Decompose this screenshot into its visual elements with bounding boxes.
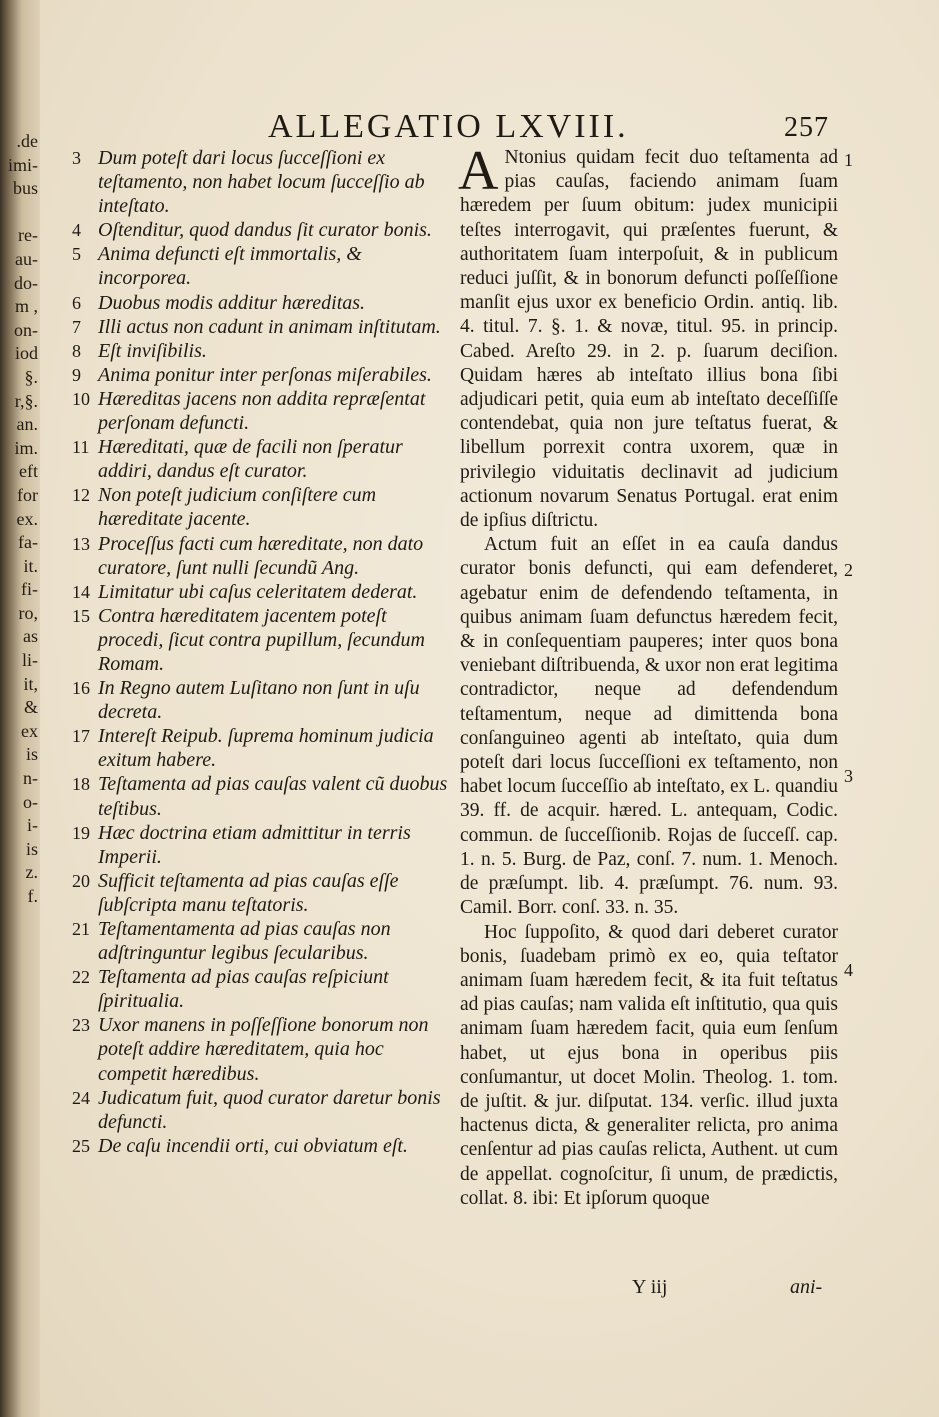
edge-fragment: ro, bbox=[18, 602, 38, 623]
summary-number: 3 bbox=[72, 148, 81, 168]
edge-fragment bbox=[0, 201, 38, 225]
summary-number: 21 bbox=[72, 919, 90, 939]
summary-number: 17 bbox=[72, 726, 90, 747]
summary-text: In Regno autem Luſitano non ſunt in uſu decreta. bbox=[98, 677, 420, 724]
summary-item bbox=[72, 483, 452, 531]
summary-item bbox=[72, 604, 452, 676]
edge-fragment: fi- bbox=[21, 579, 38, 600]
summary-item bbox=[72, 580, 452, 604]
edge-fragment: ex. bbox=[16, 508, 38, 529]
summary-item bbox=[72, 363, 452, 387]
running-head bbox=[268, 108, 868, 148]
summary-number: 9 bbox=[72, 364, 81, 385]
summary-text: Contra hæreditatem jacentem poteſt procedi, ſicut contra pupillum, ſecundum Romam. bbox=[98, 604, 425, 675]
edge-fragment: au- bbox=[15, 248, 38, 269]
summary-number: 18 bbox=[72, 774, 90, 795]
summary-item bbox=[72, 869, 452, 917]
summary-text: Intereſt Reipub. ſuprema hominum judicia exitum habere. bbox=[98, 725, 434, 772]
edge-fragment: im. bbox=[14, 437, 38, 458]
page-number: 257 bbox=[784, 112, 829, 143]
edge-fragment: f. bbox=[27, 886, 38, 906]
summary-text: De caſu incendii orti, cui obviatum eſt. bbox=[98, 1134, 408, 1157]
edge-fragment: li- bbox=[22, 650, 38, 671]
paragraph-1-text: Ntonius quidam fecit duo teſtamenta ad pias cauſas, faciendo animam ſuam hæredem per ſuum obitum: judex municipii teſtes interrogavit, qui præſentes fuerunt, & authoritatem ſuam interpoſuit, & in publicum reduci juſſit, & in bonorum defuncti poſſeſſione manſit ejus uxor ex beneficio Ordin. antiq. lib. 4. titul. 7. §. 1. & novæ, titul. 95. in princip. Cabed. Areſto 29. in 2. p. ſuarum deciſion. Quidam hæres ab inteſtato illius bona ſibi adjudicari petit, quia eum ab inteſtato deceſſiſſe contendebat, quia non jure teſtatus fuerat, & libellum porrexit contra uxorem, quæ in privilegio viduitatis declinavit ad judicium actionum novarum Senatus Portugal. erat enim de ipſius diſtrictu. bbox=[460, 147, 838, 532]
summary-text: Hæreditas jacens non addita repræſentat perſonam defuncti. bbox=[98, 387, 426, 435]
edge-fragment: it. bbox=[23, 555, 38, 576]
edge-fragment: z. bbox=[25, 862, 38, 883]
edge-fragment: it, bbox=[23, 673, 38, 694]
summary-item bbox=[72, 435, 452, 483]
summary-text: Hæreditati, quæ de facili non ſperatur addiri, dandus eſt curator. bbox=[98, 436, 403, 483]
summary-number: 15 bbox=[72, 605, 90, 626]
summary-number: 7 bbox=[72, 316, 81, 337]
summary-number: 10 bbox=[72, 388, 90, 409]
margin-number: 3 bbox=[844, 766, 853, 786]
edge-fragment: o- bbox=[23, 791, 38, 812]
summary-text: Illi actus non cadunt in animam inſtitutam. bbox=[98, 315, 441, 338]
summary-list bbox=[72, 146, 452, 1158]
summary-item bbox=[72, 1134, 452, 1158]
edge-fragment: m , bbox=[14, 296, 38, 317]
summary-number: 20 bbox=[72, 870, 90, 891]
edge-fragment: iod bbox=[14, 343, 38, 364]
summary-item bbox=[72, 676, 452, 724]
summary-item bbox=[72, 532, 452, 580]
page-title: ALLEGATIO LXVIII. bbox=[268, 108, 629, 145]
summary-number: 25 bbox=[72, 1135, 90, 1156]
paragraph-1 bbox=[458, 140, 838, 533]
paragraph-2: Actum fuit an eſſet in ea cauſa dandus curator bonis defuncti, qui eam defenderet, agebatur enim de defendendo teſtamenta, in quibus animam ſuam defunctus hæredem fecit, & in conſequentiam pauperes; inter quos bona veniebant diſtribuenda, & uxor non erat legitima contradictor, neque ad defendendum teſtamentum, neque ad dimittenda bona conſanguineo agenti ab inteſtato, quia dum poteſt dari locus ſucceſſioni ex teſtamento, non habet locum ſucceſſio ab inteſtato, ex L. quandiu 39. ff. de acquir. hæred. L. antequam, Codic. commun. de ſucceſſionib. Rojas de ſucceſſ. cap. 1. n. 5. Burg. de Paz, conſ. 7. num. 1. Menoch. de præſumpt. lib. 4. præſumpt. 76. num. 93. Camil. Borr. conſ. 33. n. 35. bbox=[460, 534, 838, 919]
summary-text: Teſtamentamenta ad pias cauſas non adſtringuntur legibus ſecularibus. bbox=[98, 918, 391, 965]
summary-number: 16 bbox=[72, 678, 90, 699]
summary-number: 5 bbox=[72, 244, 81, 265]
edge-fragment: ex bbox=[21, 720, 38, 741]
drop-cap: A bbox=[458, 140, 499, 202]
summary-text: Anima ponitur inter perſonas miſerabiles. bbox=[98, 363, 432, 386]
summary-text: Sufficit teſtamenta ad pias cauſas eſſe ſubſcripta manu teſtatoris. bbox=[98, 869, 399, 916]
summary-item bbox=[72, 724, 452, 772]
edge-fragment: §. bbox=[24, 366, 38, 387]
summary-text: Proceſſus facti cum hæreditate, non dato curatore, ſunt nulli ſecundũ Ang. bbox=[98, 532, 424, 579]
summary-item bbox=[72, 965, 452, 1013]
edge-fragment: & bbox=[23, 697, 38, 718]
summary-number: 12 bbox=[72, 485, 90, 506]
summary-item bbox=[72, 772, 452, 820]
summary-text: Teſtamenta ad pias cauſas reſpiciunt ſpiritualia. bbox=[98, 966, 389, 1013]
summary-item bbox=[72, 1086, 452, 1134]
summary-text: Anima defuncti eſt immortalis, & incorporea. bbox=[98, 243, 362, 290]
summary-number: 22 bbox=[72, 967, 90, 988]
summary-number: 11 bbox=[72, 437, 90, 458]
summary-item bbox=[72, 315, 452, 339]
summary-item bbox=[72, 291, 452, 315]
summary-item bbox=[72, 242, 452, 290]
summary-item bbox=[72, 1013, 452, 1085]
edge-fragment: is bbox=[25, 838, 38, 859]
summary-number: 6 bbox=[72, 292, 81, 313]
edge-fragment: for bbox=[17, 484, 38, 505]
facing-page-edge bbox=[0, 130, 38, 909]
edge-fragment: an. bbox=[16, 414, 38, 435]
summary-number: 13 bbox=[72, 533, 90, 554]
summary-text: Judicatum fuit, quod curator daretur bonis defuncti. bbox=[98, 1086, 441, 1133]
edge-fragment: on- bbox=[14, 319, 38, 340]
edge-fragment: as bbox=[23, 626, 38, 647]
summary-text: Oſtenditur, quod dandus ſit curator bonis. bbox=[98, 219, 432, 242]
summary-item bbox=[72, 218, 452, 242]
summary-text: Uxor manens in poſſeſſione bonorum non poteſt addire hæreditatem, quia hoc competit hæredibus. bbox=[98, 1014, 429, 1085]
summary-number: 14 bbox=[72, 581, 90, 602]
summary-text: Hæc doctrina etiam admittitur in terris Imperii. bbox=[98, 821, 411, 868]
edge-fragment: eft bbox=[19, 461, 38, 482]
edge-fragment: re- bbox=[18, 225, 38, 246]
summary-text: Teſtamenta ad pias cauſas valent cũ duobus teſtibus. bbox=[98, 773, 448, 820]
summary-text: Eſt inviſibilis. bbox=[98, 339, 207, 362]
margin-number: 4 bbox=[844, 960, 853, 980]
summary-item bbox=[72, 917, 452, 965]
summary-number: 4 bbox=[72, 220, 81, 241]
summary-item bbox=[72, 387, 452, 435]
edge-fragment: bus bbox=[12, 178, 38, 199]
summary-text: Limitatur ubi caſus celeritatem dederat. bbox=[98, 580, 418, 603]
edge-fragment: .de bbox=[16, 131, 38, 151]
edge-fragment: do- bbox=[14, 272, 38, 293]
catchword: ani- bbox=[790, 1276, 823, 1298]
edge-fragment: i- bbox=[27, 815, 38, 836]
edge-fragment: r,§. bbox=[14, 390, 38, 411]
summary-item bbox=[72, 339, 452, 363]
summary-number: 24 bbox=[72, 1087, 90, 1108]
summary-item bbox=[72, 821, 452, 869]
edge-fragment: imi- bbox=[8, 154, 38, 175]
signature-mark: Y iij bbox=[632, 1276, 668, 1298]
summary-number: 23 bbox=[72, 1015, 90, 1036]
edge-fragment: is bbox=[25, 744, 38, 765]
summary-text: Non poteſt judicium conſiſtere cum hæreditate jacente. bbox=[98, 484, 377, 531]
summary-text: Duobus modis additur hæreditas. bbox=[98, 291, 366, 314]
edge-fragment: n- bbox=[23, 768, 38, 789]
margin-number: 2 bbox=[844, 560, 853, 580]
edge-fragment: fa- bbox=[18, 532, 38, 553]
summary-item bbox=[72, 146, 452, 218]
summary-number: 19 bbox=[72, 822, 90, 843]
body-text bbox=[458, 140, 838, 1211]
summary-number: 8 bbox=[72, 340, 81, 361]
margin-number: 1 bbox=[844, 150, 853, 170]
paragraph-3: Hoc ſuppoſito, & quod dari deberet curator bonis, ſuadebam primò ex eo, quia teſtator animam ſuam hæredem fecit, & ita fuit teſtatus ad pias cauſas; nam valida eſt inſtitutio, qua quis animam ſuam hæredem facit, quia eum ſenſum habet, ut ejus bona in operibus piis conſumantur, ut docet Molin. Theolog. 1. tom. de juſtit. & jur. diſputat. 134. verſic. illud juxta hactenus dicta, & generaliter relicta, pro anima cenſentur ad pias cauſas relicta, Authent. ut cum de appellat. cognoſcitur, ſi unum, de prædictis, collat. 8. ibi: Et ipſorum quoque bbox=[460, 921, 838, 1209]
summary-text: Dum poteſt dari locus ſucceſſioni ex teſtamento, non habet locum ſucceſſio ab inteſtato. bbox=[98, 147, 425, 218]
